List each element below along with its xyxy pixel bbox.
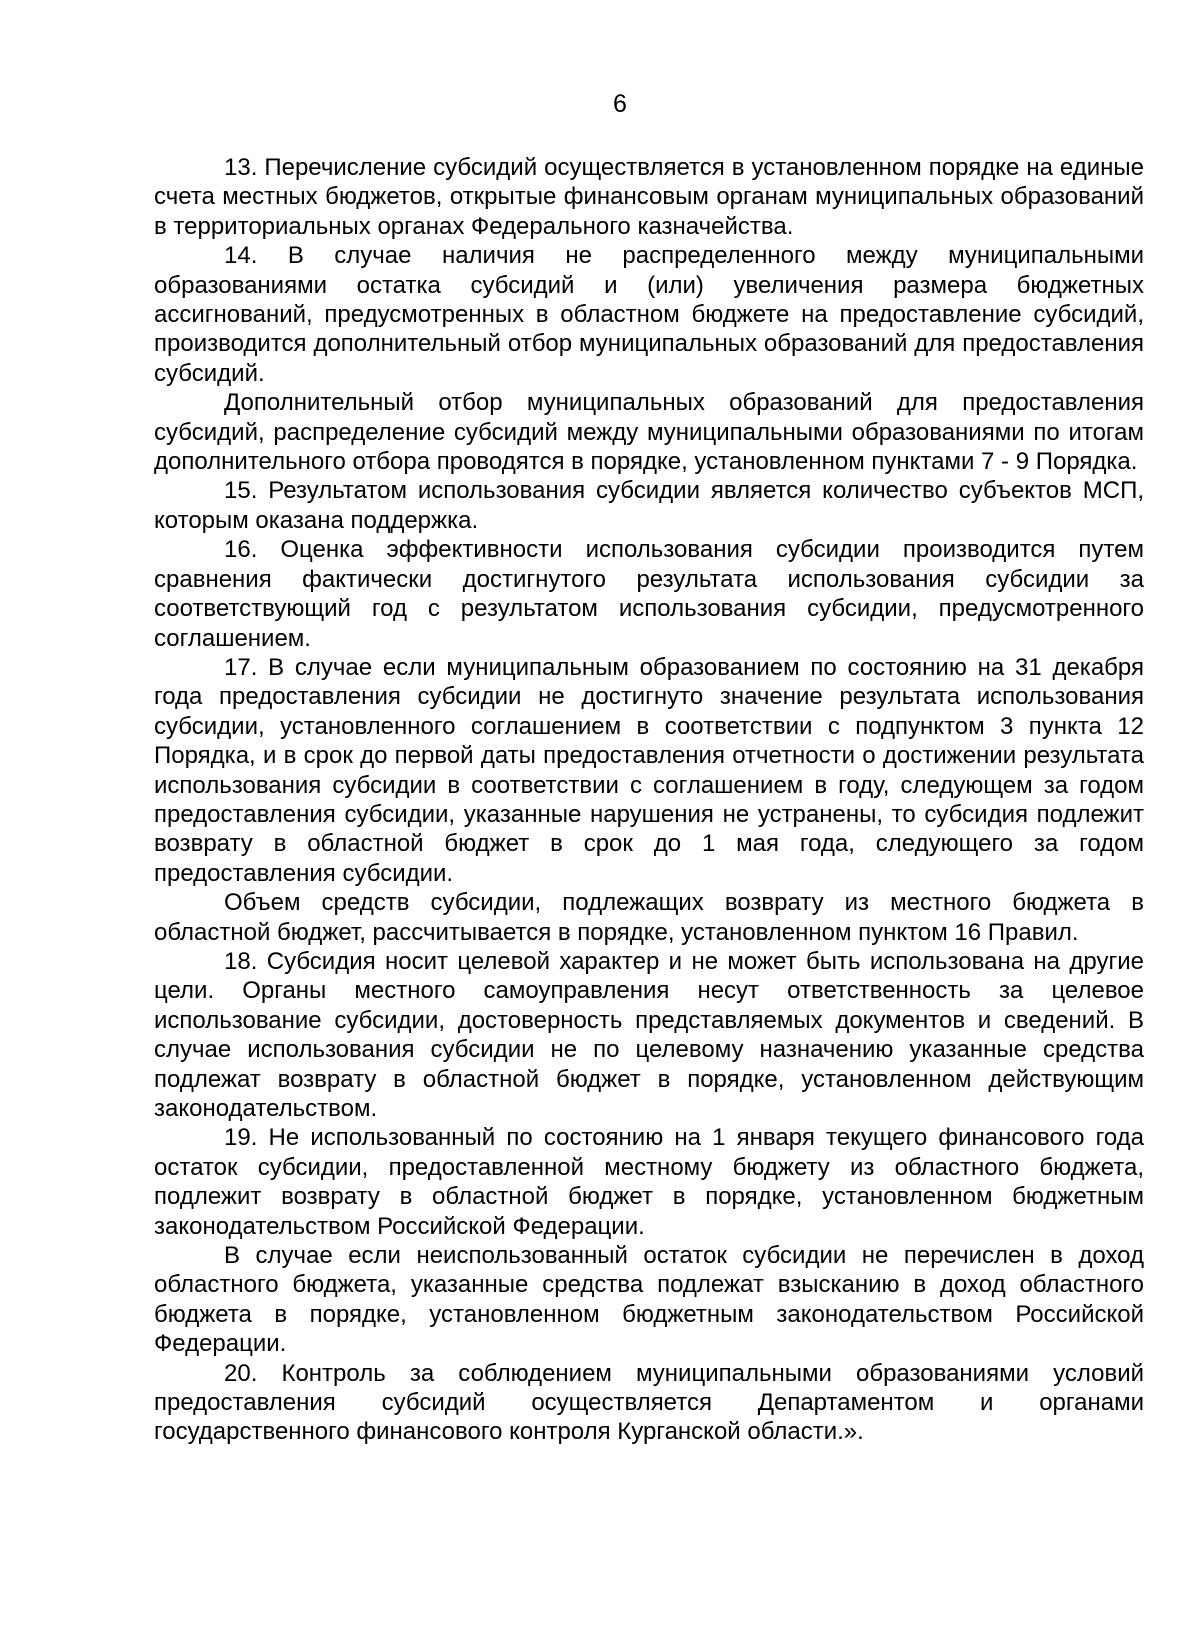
paragraph-item-18: 18. Субсидия носит целевой характер и не может быть использована на другие цели. Органы местного самоуправления несут ответственность за целевое использование субсидии, достоверность представляемых документов и сведений. В случае использования субсидии не по целевому назначению указанные средства подлежат возврату в областной бюджет в порядке, установленном действующим законодательством.	[154, 947, 1144, 1122]
paragraph-refund-volume: Объем средств субсидии, подлежащих возврату из местного бюджета в областной бюджет, рассчитывается в порядке, установленном пунктом 16 Правил.	[154, 889, 1144, 946]
document-body	[154, 153, 1144, 1447]
paragraph-item-14: 14. В случае наличия не распределенного между муниципальными образованиями остатка субсидий и (или) увеличения размера бюджетных ассигнований, предусмотренных в областном бюджете на предоставление субсидий, производится дополнительный отбор муниципальных образований для предоставления субсидий.	[154, 242, 1144, 387]
paragraph-item-20: 20. Контроль за соблюдением муниципальными образованиями условий предоставления субсидий осуществляется Департаментом и органами государственного финансового контроля Курганской области.».	[154, 1359, 1144, 1446]
paragraph-item-15: 15. Результатом использования субсидии является количество субъектов МСП, которым оказана поддержка.	[154, 477, 1144, 534]
paragraph-unused-balance-recovery: В случае если неиспользованный остаток субсидии не перечислен в доход областного бюджета, указанные средства подлежат взысканию в доход областного бюджета в порядке, установленном бюджетным законодательством Российской Федерации.	[154, 1242, 1144, 1358]
paragraph-item-16: 16. Оценка эффективности использования субсидии производится путем сравнения фактически достигнутого результата использования субсидии за соответствующий год с результатом использования субсидии, предусмотренного соглашением.	[154, 536, 1144, 652]
paragraph-item-13: 13. Перечисление субсидий осуществляется в установленном порядке на единые счета местных бюджетов, открытые финансовым органам муниципальных образований в территориальных органах Федерального казначейства.	[154, 154, 1144, 240]
paragraph-additional-selection: Дополнительный отбор муниципальных образований для предоставления субсидий, распределение субсидий между муниципальными образованиями по итогам дополнительного отбора проводятся в порядке, установленном пунктами 7 - 9 Порядка.	[154, 389, 1144, 476]
paragraph-item-19: 19. Не использованный по состоянию на 1 января текущего финансового года остаток субсидии, предоставленной местному бюджету из областного бюджета, подлежит возврату в областной бюджет в порядке, установленном бюджетным законодательством Российской Федерации.	[154, 1124, 1144, 1240]
page-number: 6	[613, 90, 627, 118]
paragraph-item-17: 17. В случае если муниципальным образованием по состоянию на 31 декабря года предоставления субсидии не достигнуто значение результата использования субсидии, установленного соглашением в соответствии с подпунктом 3 пункта 12 Порядка, и в срок до первой даты предоставления отчетности о достижении результата использования субсидии в соответствии с соглашением в году, следующем за годом предоставления субсидии, указанные нарушения не устранены, то субсидия подлежит возврату в областной бюджет в срок до 1 мая года, следующего за годом предоставления субсидии.	[154, 653, 1144, 887]
